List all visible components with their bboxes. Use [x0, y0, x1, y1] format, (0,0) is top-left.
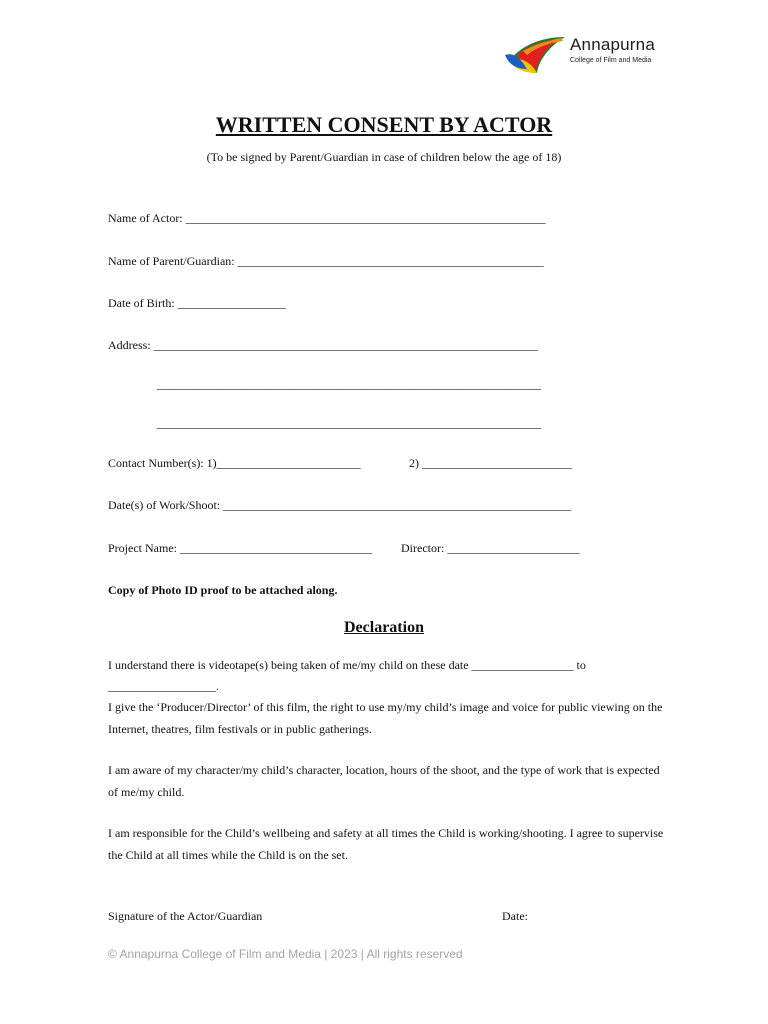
date-label: Date:: [502, 909, 528, 923]
contact-number-1-field[interactable]: Contact Number(s): 1)________________________: [108, 456, 361, 470]
address-field-line-3[interactable]: ________________________________________________________________: [157, 416, 541, 430]
address-field-line-2[interactable]: ________________________________________________________________: [157, 377, 541, 391]
photo-id-note: Copy of Photo ID proof to be attached along.: [108, 583, 338, 597]
director-field[interactable]: Director: ______________________: [401, 541, 580, 555]
contact-number-2-field[interactable]: 2) _________________________: [409, 456, 572, 470]
work-dates-field[interactable]: Date(s) of Work/Shoot: __________________________________________________________: [108, 498, 572, 512]
logo-mark-icon: [503, 33, 569, 77]
actor-name-field[interactable]: Name of Actor: ____________________________________________________________: [108, 211, 546, 225]
declaration-heading: Declaration: [344, 619, 424, 636]
document-subtitle: (To be signed by Parent/Guardian in case of children below the age of 18): [206, 150, 562, 164]
project-name-field[interactable]: Project Name: ________________________________: [108, 541, 372, 555]
address-field-line-1[interactable]: Address: ________________________________________________________________: [108, 338, 538, 352]
date-of-birth-field[interactable]: Date of Birth: __________________: [108, 296, 286, 310]
copyright-footer: © Annapurna College of Film and Media | 2023 | All rights reserved: [108, 947, 463, 961]
declaration-para-4: I am responsible for the Child’s wellbeing and safety at all times the Child is working/shooting. I agree to supervise the Child at all times while the Child is on the set.: [108, 826, 664, 862]
declaration-para-1-line-1: I understand there is videotape(s) being taken of me/my child on these date _________________ to: [108, 658, 586, 672]
declaration-para-3: I am aware of my character/my child’s character, location, hours of the shoot, and the type of work that is expected of me/my child.: [108, 763, 660, 799]
college-logo: [503, 33, 663, 77]
signature-label: Signature of the Actor/Guardian: [108, 909, 263, 923]
parent-name-field[interactable]: Name of Parent/Guardian: ___________________________________________________: [108, 254, 544, 268]
logo-subtitle: College of Film and Media: [570, 57, 652, 64]
document-title: WRITTEN CONSENT BY ACTOR: [215, 112, 553, 137]
declaration-para-1-line-2: __________________.: [108, 679, 219, 693]
logo-name: Annapurna: [570, 35, 655, 54]
declaration-para-2: I give the ‘Producer/Director’ of this film, the right to use my/my child’s image and voice for public viewing on the Internet, theatres, film festivals or in public gatherings.: [108, 700, 663, 736]
